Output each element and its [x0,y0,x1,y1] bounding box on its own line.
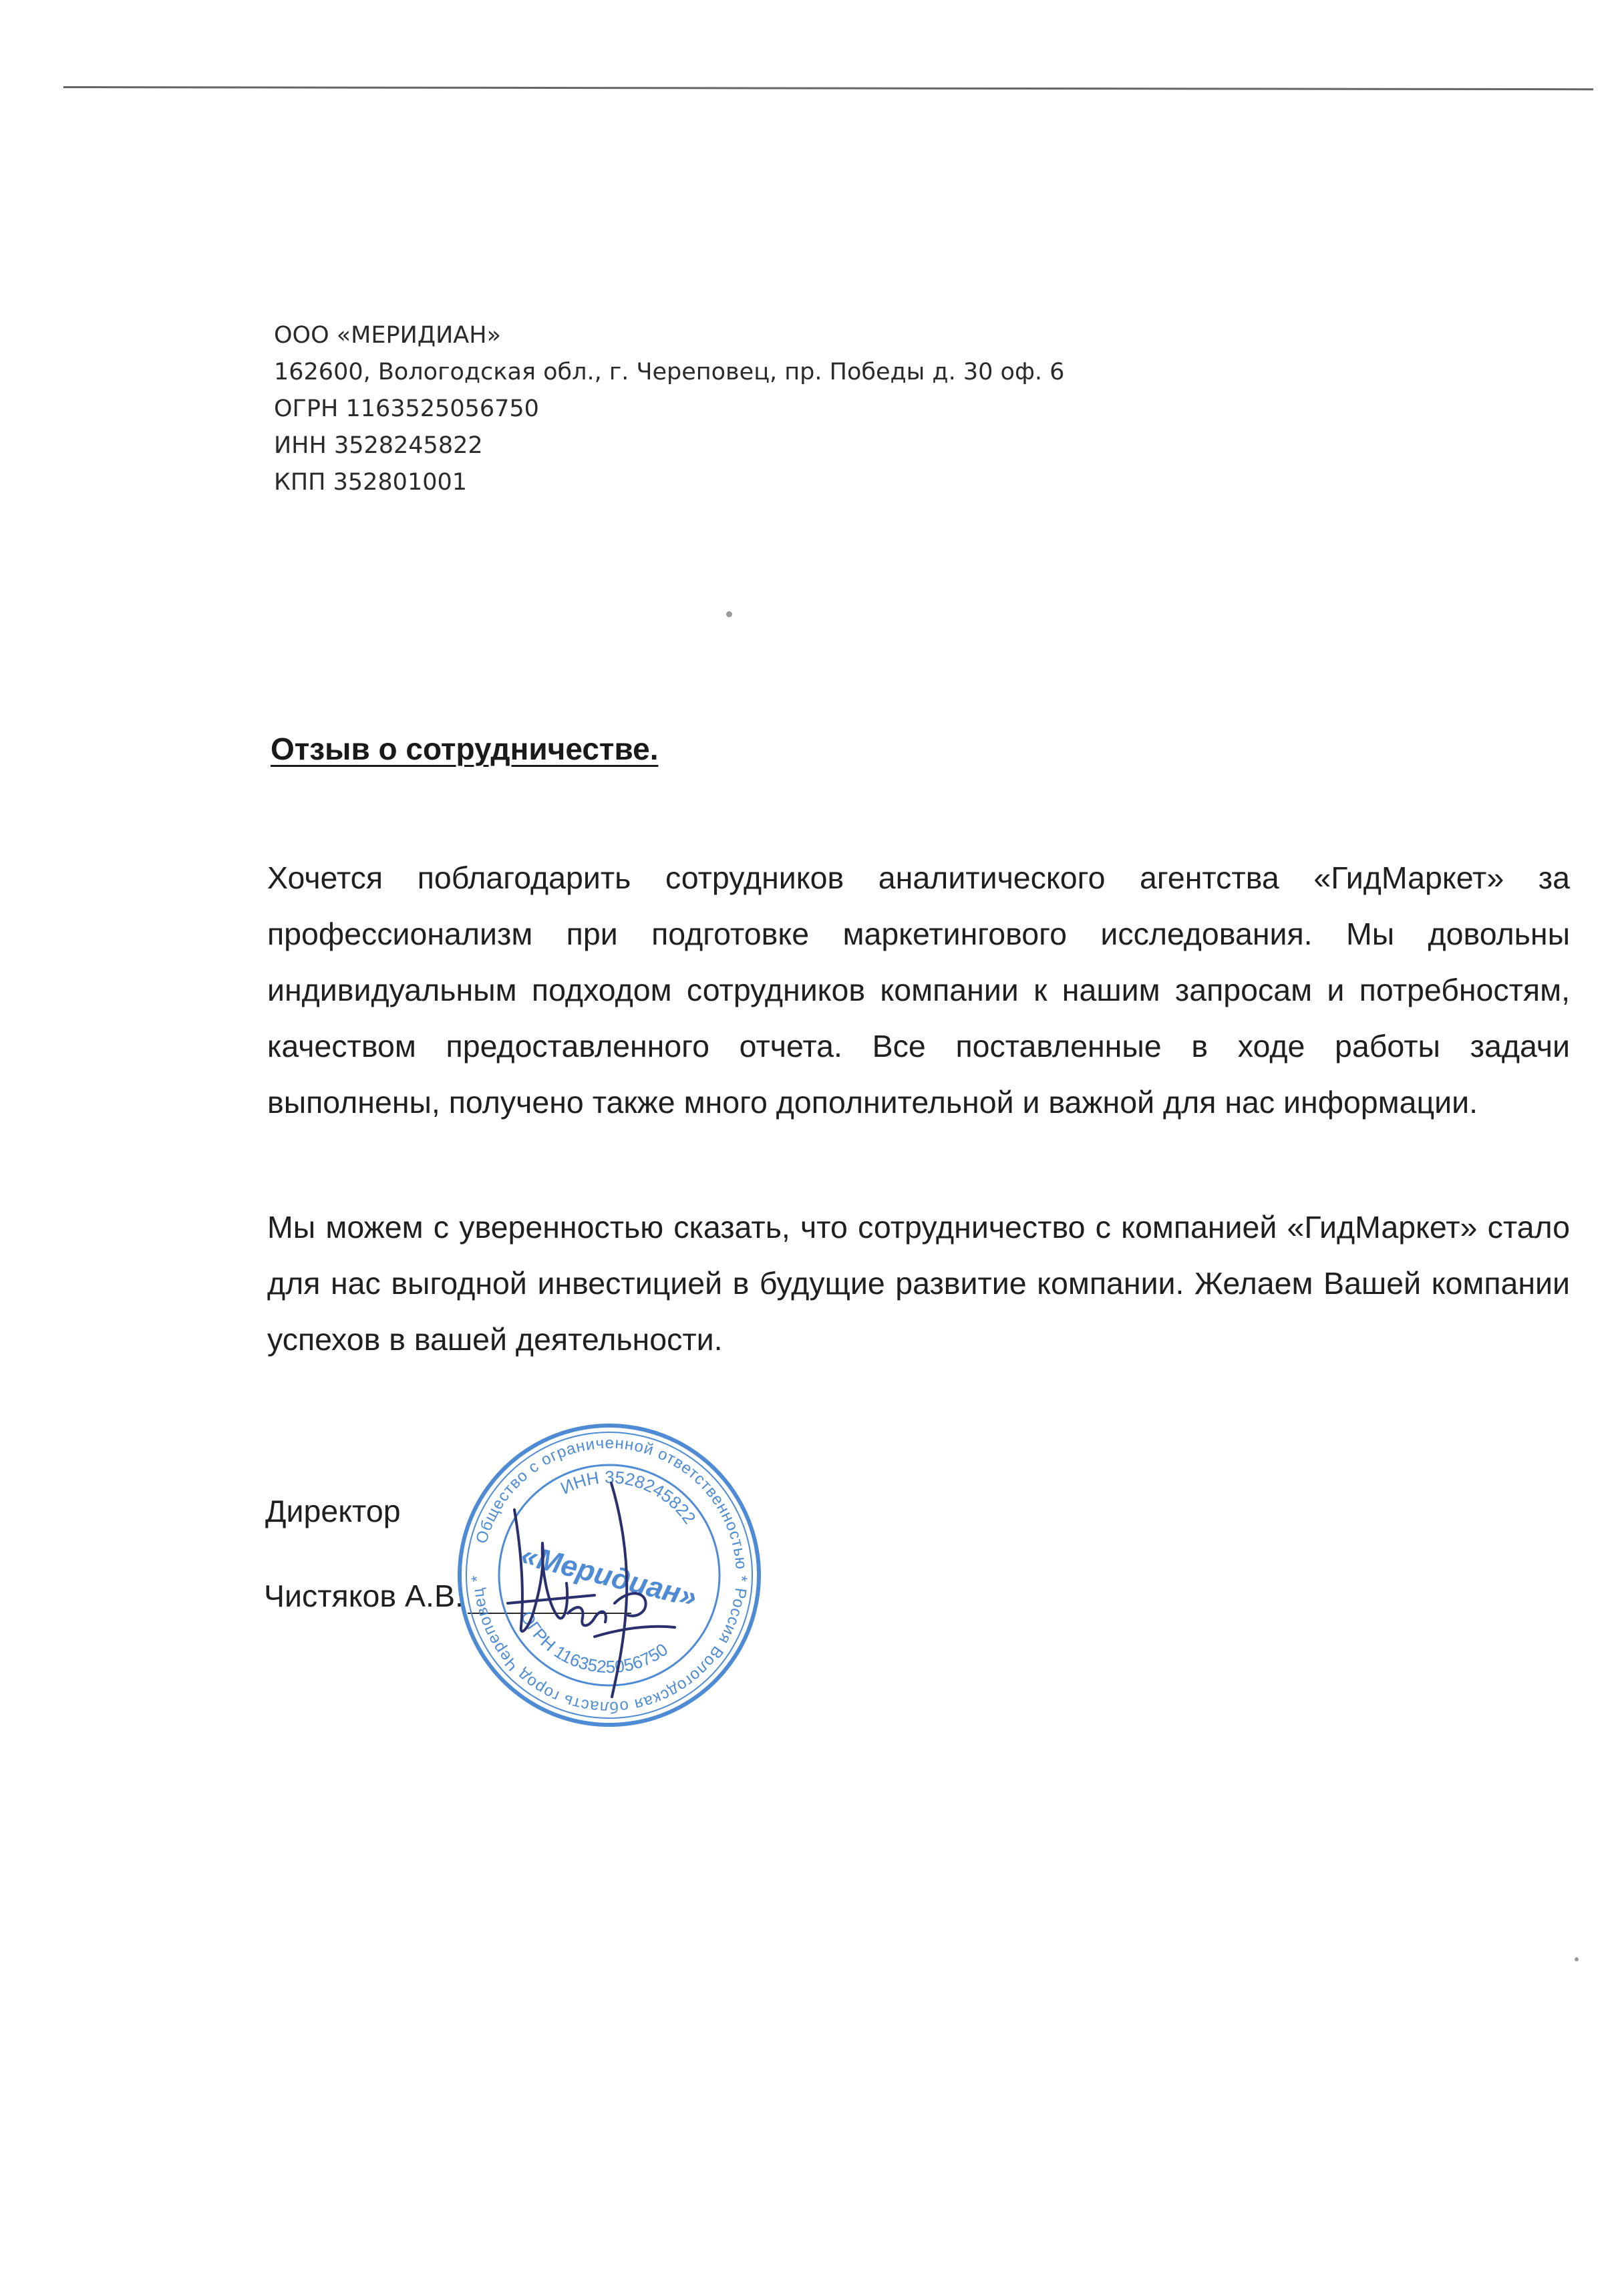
scan-speck [1575,1957,1579,1961]
page-top-edge [63,86,1593,90]
scan-speck [726,611,732,617]
letterhead-ogrn: ОГРН 1163525056750 [274,395,539,422]
document-title: Отзыв о сотрудничестве. [271,731,659,766]
signer-role: Директор [265,1494,401,1528]
letterhead-address: 162600, Вологодская обл., г. Череповец, пр. Победы д. 30 оф. 6 [274,359,1065,385]
handwritten-signature [494,1470,695,1710]
seal-inn-text: ИНН 3528245822 [557,1466,700,1528]
letterhead-company: ООО «МЕРИДИАН» [274,322,501,349]
signer-name: Чистяков А.В. [264,1579,464,1613]
seal-outer-text: Общество с ограниченной ответственностью * Россия Вологодская область город Череповец * [468,1434,751,1717]
seal-center-text: «Меридиан» [518,1538,701,1614]
body-paragraph-2: Мы можем с уверенностью сказать, что сотрудничество с компанией «ГидМаркет» стало для нас выгодной инвестицией в будущие развитие компании. Желаем Вашей компании успехов в вашей деятельности. [267,1210,1570,1357]
letterhead-kpp: КПП 352801001 [274,469,468,496]
body-paragraph-1: Хочется поблагодарить сотрудников аналитического агентства «ГидМаркет» за профессионализм при подготовке маркетингового исследования. Мы довольны индивидуальным подходом сотрудников компании к нашим запросам и потребностям, качеством предоставленного отчета. Все поставленные в ходе работы задачи выполнены, получено также много дополнительной и важной для нас информации. [267,860,1570,1120]
seal-ogrn-text: ОГРН 1163525056750 [516,1607,672,1677]
letterhead-inn: ИНН 3528245822 [274,432,483,459]
letterhead [274,317,1276,501]
